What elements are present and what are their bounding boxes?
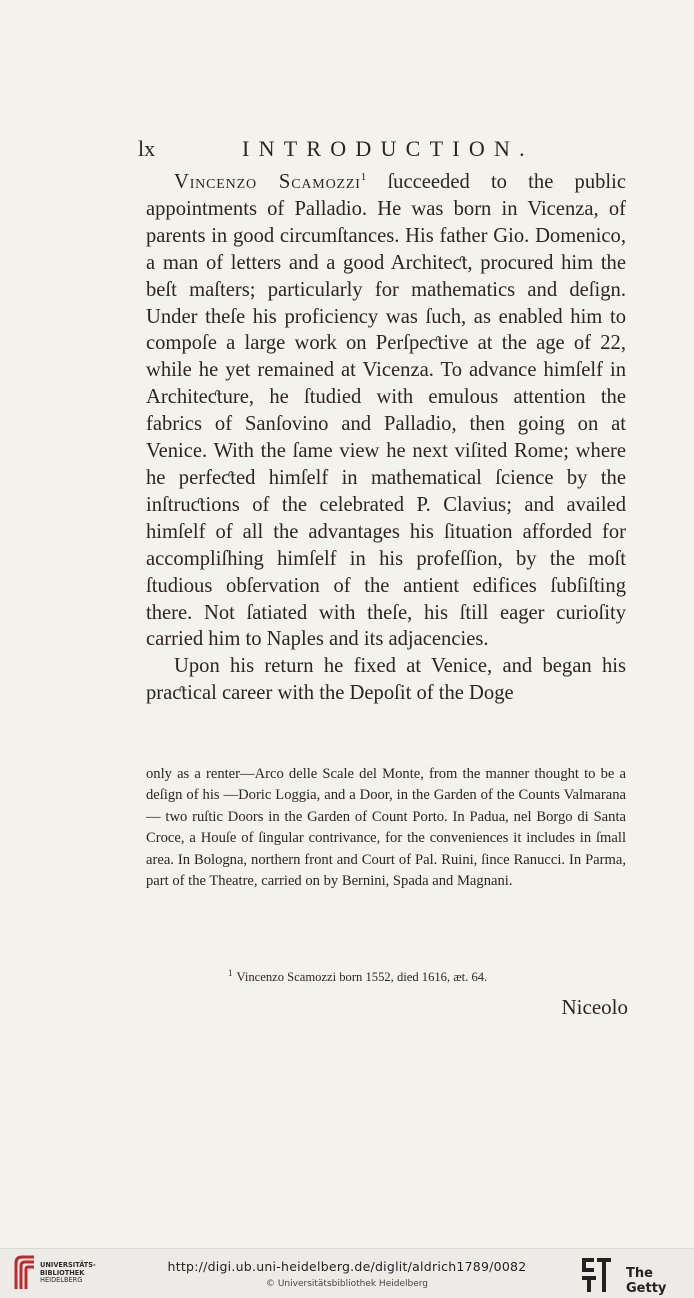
- footnote-reference: 1: [360, 171, 367, 184]
- paragraph-1: [146, 169, 626, 653]
- library-name: UNIVERSITÄTS- BIBLIOTHEK HEIDELBERG: [40, 1261, 96, 1284]
- paragraph-2: [146, 653, 626, 707]
- continued-footnote: only as a renter—Arco delle Scale del Monte, from the manner thought to be a deſign of his —Doric Loggia, and a Door, in the Garden of the Counts Valmarana — two ruſtic Doors in the Garden of Count Porto. In Padua, nel Borgo di Santa Croce, a Houſe of ſingular contrivance, for the conveniences it includes in ſmall area. In Bologna, northern front and Court of Pal. Ruini, ſince Ranucci. In Parma, part of the Theatre, carried on by Bernini, Spada and Magnani.: [146, 766, 626, 890]
- partner-name: The Getty: [626, 1266, 667, 1296]
- main-text: [146, 169, 626, 707]
- running-title: INTRODUCTION.: [242, 136, 534, 161]
- getty-logo-icon: [580, 1254, 614, 1294]
- subject-name: Vincenzo Scamozzi: [174, 171, 361, 193]
- copyright-notice: © Universitätsbibliothek Heidelberg: [265, 1279, 428, 1289]
- paragraph-1-text: ſucceeded to the public appointments of Palladio. He was born in Vicenza, of parents in good circumſtances. His father Gio. Domenico, a man of letters and a good Architeƈt, procured him the beſt maſters; particularly for mathematics and deſign. Under theſe his proficiency was ſuch, as enabled him to compoſe a large work on Perſpeƈtive at the age of 22, while he yet remained at Vicenza. To advance himſelf in Architeƈture, he ſtudied with emulous attention the fabrics of Sanſovino and Palladio, then going on at Venice. With the ſame view he next viſited Rome; where he perfeƈted himſelf in mathematical ſcience by the inſtruƈtions of the celebrated P. Clavius; and availed himſelf of all the advantages his ſituation afforded for accompliſhing himſelf in his profeſſion, by the moſt ſtudious obſervation of the antient edifices ſubſiſting there. Not ſatiated with theſe, his ſtill eager curioſity carried him to Naples and its adjacencies.: [146, 171, 626, 651]
- viewer-footer: [0, 1248, 694, 1298]
- footnote-mark: 1: [228, 967, 233, 978]
- paragraph-2-text: Upon his return he fixed at Venice, and began his praƈtical career with the Depoſit of the Doge: [146, 655, 626, 705]
- footnote-text: Vincenzo Scamozzi born 1552, died 1616, æt. 64.: [236, 970, 488, 984]
- page-number: lx: [138, 136, 156, 161]
- permalink-url[interactable]: http://digi.ub.uni-heidelberg.de/diglit/aldrich1789/0082: [167, 1259, 527, 1274]
- footnote: [228, 967, 488, 985]
- catchword: Niceolo: [561, 995, 628, 1019]
